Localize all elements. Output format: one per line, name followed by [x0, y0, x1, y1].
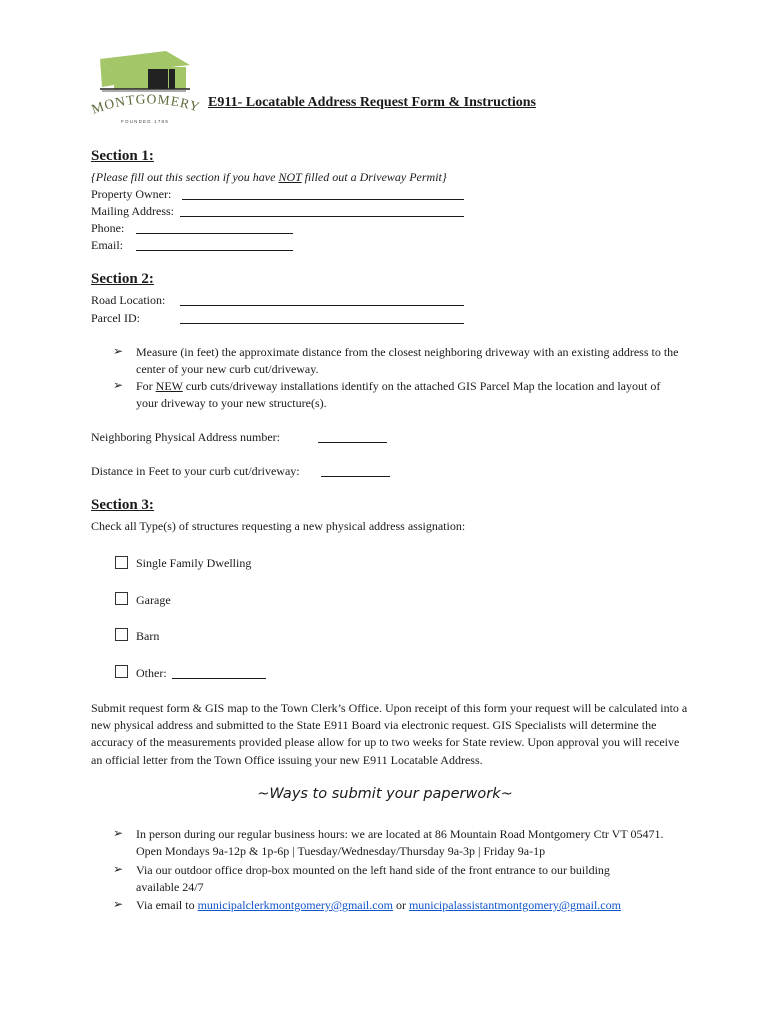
neighbor-address-line[interactable]	[318, 431, 387, 443]
bullet-arrow-icon: ➢	[113, 897, 124, 911]
logo-text: MONTGOMER	[90, 91, 192, 117]
property-owner-label: Property Owner:	[91, 187, 172, 201]
drop-box-item: Via our outdoor office drop-box mounted on the left hand side of the front entrance to our building available 24/7	[136, 863, 610, 894]
other-checkbox[interactable]	[115, 665, 128, 678]
mailing-address-line[interactable]	[180, 205, 464, 217]
garage-checkbox[interactable]	[115, 592, 128, 605]
barn-checkbox[interactable]	[115, 628, 128, 641]
section1-heading: Section 1:	[91, 148, 154, 164]
clerk-email-link[interactable]: municipalclerkmontgomery@gmail.com	[197, 898, 393, 912]
distance-label: Distance in Feet to your curb cut/driveway:	[91, 464, 300, 478]
ways-heading: ~Ways to submit your paperwork~	[257, 786, 513, 802]
barn-label: Barn	[136, 629, 160, 643]
bullet-arrow-icon: ➢	[113, 344, 124, 358]
assistant-email-link[interactable]: municipalassistantmontgomery@gmail.com	[408, 898, 621, 912]
logo-subtext: FOUNDED 1789	[121, 119, 169, 124]
measure-instruction: Measure (in feet) the approximate distance from the closest neighboring driveway with an existing address to the center of your new curb cut/driveway.	[136, 345, 679, 376]
garage-label: Garage	[136, 593, 171, 607]
section2-heading: Section 2:	[91, 271, 154, 287]
submit-instructions: Submit request form & GIS map to the Town Clerk’s Office. Upon receipt of this form your request will be calculated into a new physical address and submitted to the State E911 Board via electronic request. GIS Specialists will determine the accuracy of the measurements provided please allow for up to two weeks for State review. Upon approval you will receive an official letter from the Town Office issuing your new E911 Locatable Address.	[91, 701, 688, 767]
section1-note: {Please fill out this section if you have NOT filled out a Driveway Permit}	[91, 170, 447, 184]
property-owner-line[interactable]	[182, 188, 464, 200]
email-line[interactable]	[136, 239, 293, 251]
distance-line[interactable]	[321, 465, 390, 477]
section3-heading: Section 3:	[91, 497, 154, 513]
road-location-label: Road Location:	[91, 293, 166, 307]
svg-text:MONTGOMERY	[90, 91, 200, 116]
single-family-label: Single Family Dwelling	[136, 556, 252, 570]
section3-instruction: Check all Type(s) of structures requesting a new physical address assignation:	[91, 519, 466, 533]
phone-label: Phone:	[91, 221, 125, 235]
other-label: Other:	[136, 666, 167, 680]
road-location-line[interactable]	[180, 294, 464, 306]
bullet-arrow-icon: ➢	[113, 826, 124, 840]
document-title: E911- Locatable Address Request Form & Instructions	[208, 95, 536, 110]
new-curb-instruction: For NEW curb cuts/driveway installations identify on the attached GIS Parcel Map the location and layout of your driveway to your new structure(s).	[136, 379, 661, 410]
parcel-id-label: Parcel ID:	[91, 311, 140, 325]
town-logo	[90, 45, 200, 127]
parcel-id-line[interactable]	[180, 312, 464, 324]
in-person-item: In person during our regular business hours: we are located at 86 Mountain Road Montgomery Ctr VT 05471. Open Mondays 9a-12p & 1p-6p | Tuesday/Wednesday/Thursday 9a-3p | Friday 9a-1p	[136, 827, 664, 858]
bullet-arrow-icon: ➢	[113, 378, 124, 392]
mailing-address-label: Mailing Address:	[91, 204, 174, 218]
phone-line[interactable]	[136, 222, 293, 234]
neighbor-address-label: Neighboring Physical Address number:	[91, 430, 280, 444]
other-line[interactable]	[172, 667, 266, 679]
email-label: Email:	[91, 238, 123, 252]
single-family-checkbox[interactable]	[115, 556, 128, 569]
covered-bridge-icon	[90, 45, 200, 127]
bullet-arrow-icon: ➢	[113, 862, 124, 876]
email-item: Via email to municipalclerkmontgomery@gmail.com or municipalassistantmontgomery@gmail.com	[136, 898, 621, 912]
